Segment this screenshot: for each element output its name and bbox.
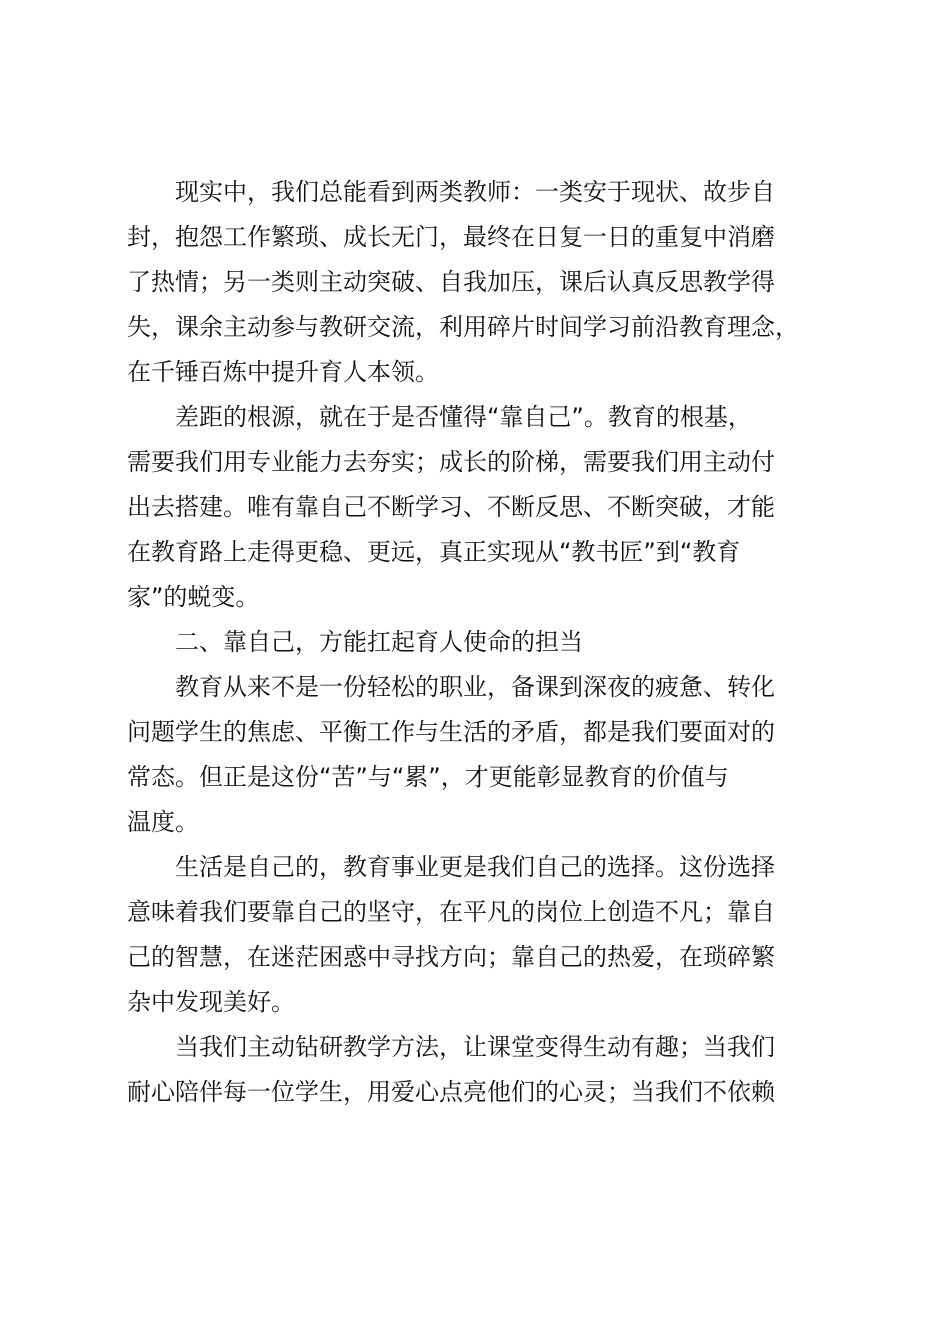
text-line: 当我们主动钻研教学方法，让课堂变得生动有趣；当我们	[127, 1033, 775, 1061]
text-line: 教育从来不是一份轻松的职业，备课到深夜的疲惫、转化	[127, 673, 775, 701]
text-line: 意味着我们要靠自己的坚守，在平凡的岗位上创造不凡；靠自	[127, 898, 775, 926]
text-line: 耐心陪伴每一位学生，用爱心点亮他们的心灵；当我们不依赖	[127, 1078, 775, 1106]
text-line: 失，课余主动参与教研交流，利用碎片时间学习前沿教育理念，	[127, 313, 799, 341]
text-line: 了热情；另一类则主动突破、自我加压，课后认真反思教学得	[127, 268, 775, 296]
text-line: 生活是自己的，教育事业更是我们自己的选择。这份选择	[127, 853, 775, 881]
text-line: 温度。	[127, 808, 199, 836]
text-line: 常态。但正是这份“苦”与“累”，才更能彰显教育的价值与	[127, 763, 729, 791]
document-body	[127, 170, 833, 1115]
section-heading: 二、靠自己，方能扛起育人使命的担当	[127, 628, 583, 656]
text-line: 在千锤百炼中提升育人本领。	[127, 358, 439, 386]
text-line: 现实中，我们总能看到两类教师：一类安于现状、故步自	[127, 178, 775, 206]
text-line: 问题学生的焦虑、平衡工作与生活的矛盾，都是我们要面对的	[127, 718, 775, 746]
text-line: 在教育路上走得更稳、更远，真正实现从“教书匠”到“教育	[127, 538, 741, 566]
text-line: 家”的蜕变。	[127, 583, 260, 611]
text-line: 封，抱怨工作繁琐、成长无门，最终在日复一日的重复中消磨	[127, 223, 775, 251]
text-line: 杂中发现美好。	[127, 988, 295, 1016]
text-line: 出去搭建。唯有靠自己不断学习、不断反思、不断突破，才能	[127, 493, 775, 521]
text-line: 己的智慧，在迷茫困惑中寻找方向；靠自己的热爱，在琐碎繁	[127, 943, 775, 971]
text-line: 差距的根源，就在于是否懂得“靠自己”。教育的根基，	[127, 403, 752, 431]
text-line: 需要我们用专业能力去夯实；成长的阶梯，需要我们用主动付	[127, 448, 775, 476]
